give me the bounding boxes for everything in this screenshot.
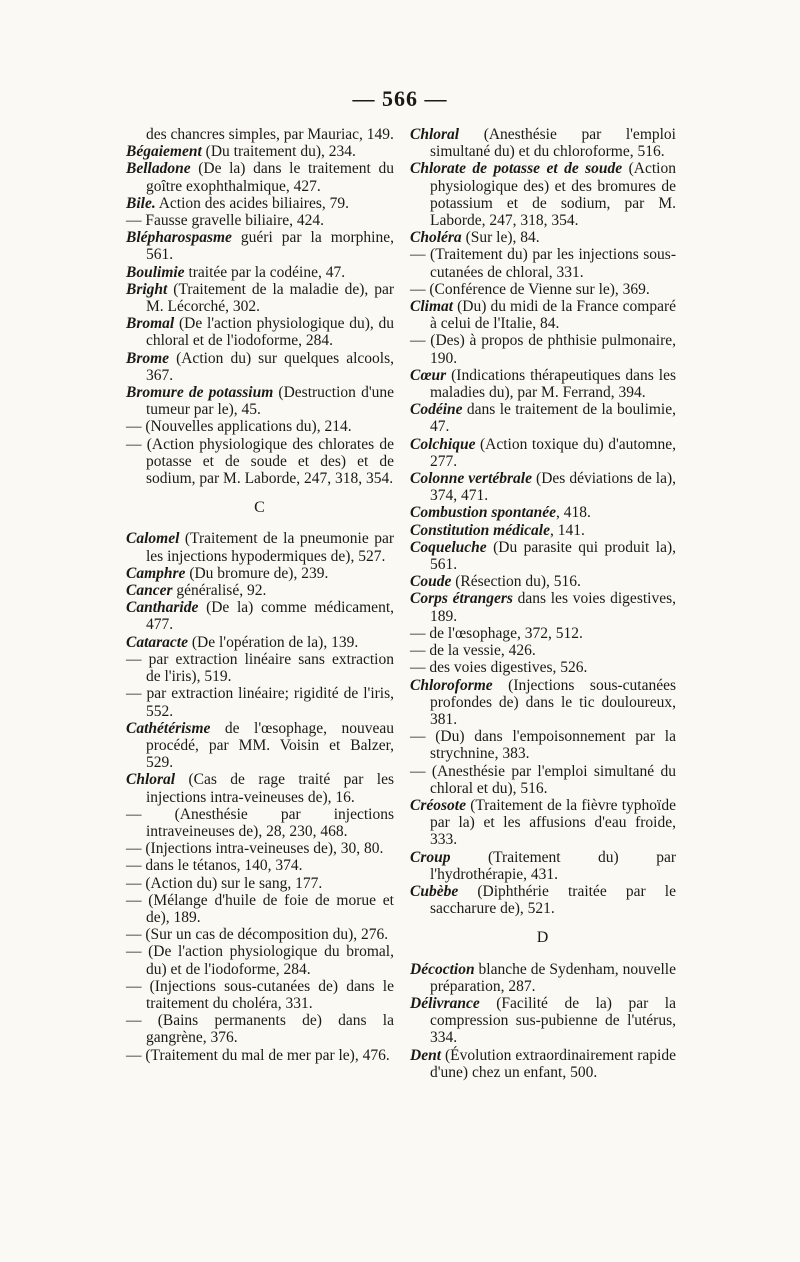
entry-text: (Résection du), 516. <box>451 573 581 591</box>
entry-text: (Du bromure de), 239. <box>185 564 329 582</box>
index-entry <box>126 892 394 926</box>
entry-text: (De la) comme médicament, 477. <box>146 599 394 634</box>
index-entry <box>410 625 676 642</box>
index-entry <box>126 281 394 315</box>
entry-text: — (Des) à propos de phthisie pulmonaire, 190. <box>410 332 676 367</box>
index-entry <box>126 1047 394 1064</box>
index-entry <box>126 418 394 435</box>
index-entry <box>126 126 394 143</box>
index-entry <box>126 599 394 633</box>
entry-text: — (Anesthésie par injections intraveineuses de), 28, 230, 468. <box>126 805 394 840</box>
entry-text: traitée par la codéine, 47. <box>184 263 346 281</box>
entry-term: Bromal <box>126 315 175 333</box>
entry-text: — Fausse gravelle biliaire, 424. <box>126 212 325 230</box>
entry-term: Blépharospasme <box>126 229 232 247</box>
index-entry <box>126 806 394 840</box>
entry-term: Bégaiement <box>126 143 202 161</box>
entry-text: (Anesthésie par l'emploi simultané du) et du chloroforme, 516. <box>430 126 676 161</box>
left-column <box>126 126 394 1064</box>
index-entry <box>126 926 394 943</box>
entry-term: Constitution médicale <box>410 521 550 539</box>
index-entry <box>410 522 676 539</box>
entry-text: dans le traitement de la boulimie, 47. <box>430 401 676 436</box>
entry-text: (Traitement de la maladie de), par M. Lécorché, 302. <box>146 280 394 316</box>
entry-term: Chloral <box>126 771 176 789</box>
index-entry <box>410 436 676 470</box>
index-entry <box>410 298 676 332</box>
index-entry <box>126 582 394 599</box>
entry-text: — par extraction linéaire sans extraction de l'iris), 519. <box>126 650 394 686</box>
entry-text: (Action physiologique des) et des bromures de potassium et de sodium, par M. Laborde, 247, 318, 354. <box>430 160 676 230</box>
index-entry <box>410 961 676 995</box>
entry-text: , 418. <box>556 504 591 522</box>
entry-text: blanche de Sydenham, nouvelle préparation, 287. <box>430 960 676 995</box>
entry-term: Décoction <box>410 960 475 978</box>
entry-term: Croup <box>410 848 451 866</box>
index-entry <box>410 401 676 435</box>
entry-term: Bromure de potassium <box>126 384 274 402</box>
entry-text: (De l'opération de la), 139. <box>188 633 359 651</box>
index-entry <box>410 883 676 917</box>
entry-text: (Indications thérapeutiques dans les maladies du), par M. Ferrand, 394. <box>430 366 676 402</box>
entry-term: Cancer <box>126 582 173 600</box>
entry-term: Colonne vertébrale <box>410 470 532 488</box>
index-entry <box>410 590 676 624</box>
index-entry <box>410 126 676 160</box>
index-entry <box>410 728 676 762</box>
index-entry <box>410 367 676 401</box>
entry-term: Chlorate de potasse et de soude <box>410 160 623 178</box>
entry-text: dans les voies digestives, 189. <box>430 590 676 625</box>
entry-term: Coqueluche <box>410 538 487 556</box>
entry-term: Bile. <box>126 194 156 212</box>
entry-term: Coude <box>410 573 452 591</box>
entry-text: — (Action du) sur le sang, 177. <box>126 874 323 892</box>
entry-text: (Des déviations de la), 374, 471. <box>430 470 676 505</box>
entry-term: Cubèbe <box>410 882 459 900</box>
index-entry <box>126 565 394 582</box>
entry-text: — (Injections sous-cutanées de) dans le traitement du choléra, 331. <box>126 977 394 1012</box>
entry-text: — (Anesthésie par l'emploi simultané du chloral et du), 516. <box>410 762 676 797</box>
index-entry <box>126 315 394 349</box>
entry-text: — dans le tétanos, 140, 374. <box>126 857 303 875</box>
entry-term: Délivrance <box>410 994 480 1012</box>
entry-text: — (Traitement du) par les injections sous-cutanées de chloral, 331. <box>410 246 676 281</box>
entry-text: — de la vessie, 426. <box>410 642 536 660</box>
index-entry <box>410 229 676 246</box>
entry-term: Choléra <box>410 229 462 247</box>
entry-text: — des voies digestives, 526. <box>410 659 588 677</box>
entry-text: (Injections sous-cutanées profondes de) dans le tic douloureux, 381. <box>430 676 676 728</box>
entry-text: — (Bains permanents de) dans la gangrène, 376. <box>126 1012 394 1047</box>
index-entry <box>126 634 394 651</box>
entry-term: Cantharide <box>126 599 199 617</box>
index-entry <box>126 978 394 1012</box>
index-entry <box>410 281 676 298</box>
index-entry <box>410 573 676 590</box>
entry-text: (Action toxique du) d'automne, 277. <box>430 435 676 470</box>
entry-term: Combustion spontanée <box>410 504 556 522</box>
index-entry <box>410 797 676 849</box>
entry-term: Cœur <box>410 366 447 384</box>
entry-term: Créosote <box>410 796 466 814</box>
index-entry <box>126 436 394 488</box>
section-letter: C <box>254 499 266 517</box>
index-entry <box>126 1012 394 1046</box>
index-entry <box>126 771 394 805</box>
index-entry <box>410 504 676 521</box>
index-entry <box>126 875 394 892</box>
index-entry <box>126 685 394 719</box>
entry-text: de l'œsophage, nouveau procédé, par MM. Voisin et Balzer, 529. <box>146 719 394 772</box>
index-entry <box>126 840 394 857</box>
entry-term: Chloroforme <box>410 676 493 694</box>
entry-term: Cathétérisme <box>126 719 211 737</box>
entry-text: — (Injections intra-veineuses de), 30, 80. <box>126 840 384 858</box>
entry-text: (Traitement de la fièvre typhoïde par la) et les affusions d'eau froide, 333. <box>430 796 676 849</box>
index-entry <box>126 530 394 564</box>
entry-text: , 141. <box>549 521 585 539</box>
entry-term: Boulimie <box>126 263 185 281</box>
entry-text: — (Mélange d'huile de foie de morue et de), 189. <box>126 891 394 926</box>
index-entry <box>126 857 394 874</box>
index-entry <box>410 332 676 366</box>
index-entry <box>410 246 676 280</box>
entry-term: Camphre <box>126 564 186 582</box>
entry-text: — (Traitement du mal de mer par le), 476. <box>126 1046 390 1064</box>
entry-text: — de l'œsophage, 372, 512. <box>410 624 583 642</box>
index-entry <box>410 677 676 729</box>
entry-term: Chloral <box>410 126 460 143</box>
index-entry <box>410 995 676 1047</box>
entry-term: Colchique <box>410 435 476 453</box>
entry-text: — (Conférence de Vienne sur le), 369. <box>410 280 650 298</box>
entry-text: (Sur le), 84. <box>461 229 540 247</box>
entry-term: Codéine <box>410 401 463 419</box>
entry-text: (Du parasite qui produit la), 561. <box>430 538 676 574</box>
entry-term: Dent <box>410 1046 441 1064</box>
index-entry <box>126 143 394 160</box>
entry-text: (Évolution extraordinairement rapide d'une) chez un enfant, 500. <box>430 1046 676 1081</box>
entry-text: Action des acides biliaires, 79. <box>155 194 349 212</box>
index-entry <box>126 212 394 229</box>
entry-text: — (Sur un cas de décomposition du), 276. <box>126 926 389 944</box>
entry-text: — (Nouvelles applications du), 214. <box>126 418 352 436</box>
section-letter: D <box>536 929 550 947</box>
entry-text: (Action du) sur quelques alcools, 367. <box>146 349 394 384</box>
entry-text: — (De l'action physiologique du bromal, du) et de l'iodoforme, 284. <box>126 943 394 978</box>
index-entry <box>410 160 676 229</box>
index-entry <box>410 849 676 883</box>
entry-text: (Diphthérie traitée par le saccharure de), 521. <box>430 882 676 918</box>
index-entry <box>126 195 394 212</box>
entry-term: Brome <box>126 349 170 367</box>
entry-text: (De l'action physiologique du), du chloral et de l'iodoforme, 284. <box>146 315 394 350</box>
index-entry <box>410 1047 676 1081</box>
entry-text: guéri par la morphine, 561. <box>146 229 394 264</box>
entry-text: (Facilité de la) par la compression sus-pubienne de l'utérus, 334. <box>430 994 676 1047</box>
entry-text: (De la) dans le traitement du goître exophthalmique, 427. <box>146 160 394 195</box>
entry-text: (Destruction d'une tumeur par le), 45. <box>146 384 394 419</box>
index-entry <box>126 943 394 977</box>
entry-term: Belladone <box>126 160 191 178</box>
page-number: — 566 — <box>352 86 448 111</box>
entry-term: Corps étrangers <box>410 590 513 608</box>
index-entry <box>410 539 676 573</box>
entry-text: — par extraction linéaire; rigidité de l'iris, 552. <box>126 685 394 720</box>
entry-text: généralisé, 92. <box>172 582 267 600</box>
entry-text: (Du traitement du), 234. <box>201 143 356 161</box>
index-entry <box>410 763 676 797</box>
entry-text: (Traitement de la pneumonie par les injections hypodermiques de), 527. <box>146 530 394 565</box>
index-entry <box>410 470 676 504</box>
index-entry <box>126 229 394 263</box>
entry-term: Cataracte <box>126 633 188 651</box>
entry-term: Bright <box>126 280 168 298</box>
entry-text: — (Action physiologique des chlorates de potasse et de soude et des) et de sodium, par M. Laborde, 247, 318, 354. <box>126 435 394 488</box>
index-entry <box>126 264 394 281</box>
index-entry <box>410 659 676 676</box>
entry-text: (Cas de rage traité par les injections intra-veineuses de), 16. <box>146 771 394 806</box>
entry-text: — (Du) dans l'empoisonnement par la strychnine, 383. <box>410 728 676 763</box>
entry-term: Climat <box>410 298 454 316</box>
index-entry <box>126 160 394 194</box>
right-column <box>410 126 676 1081</box>
index-entry <box>126 651 394 685</box>
index-entry <box>410 642 676 659</box>
entry-text: des chancres simples, par Mauriac, 149. <box>146 126 394 143</box>
index-entry <box>126 720 394 772</box>
entry-term: Calomel <box>126 530 180 548</box>
index-entry <box>126 350 394 384</box>
entry-text: (Du) du midi de la France comparé à celui de l'Italie, 84. <box>430 298 676 333</box>
index-entry <box>126 384 394 418</box>
entry-text: (Traitement du) par l'hydrothérapie, 431. <box>430 848 676 883</box>
